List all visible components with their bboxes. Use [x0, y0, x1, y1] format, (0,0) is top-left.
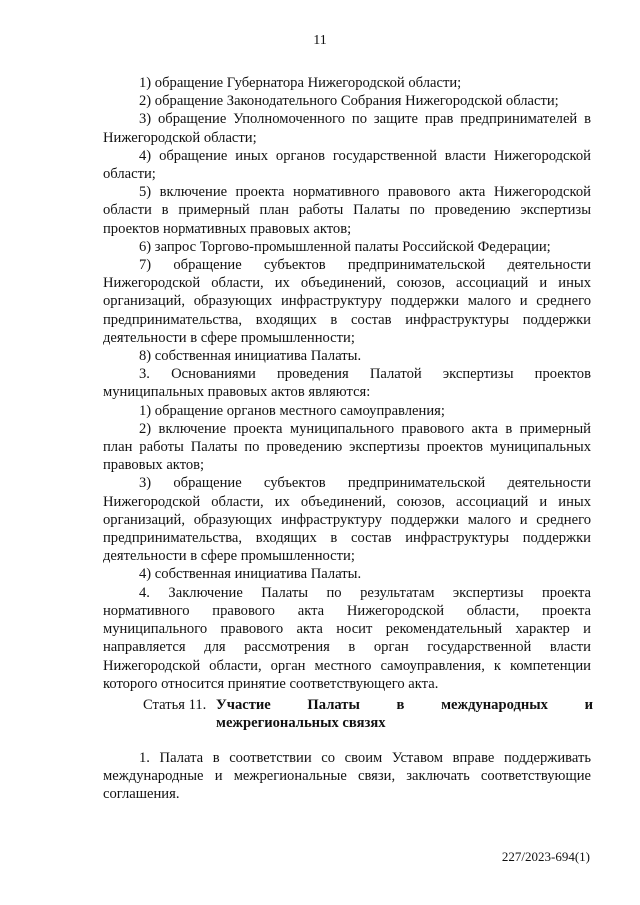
paragraph: 7) обращение субъектов предпринимательской деятельности Нижегородской области, их объединений, союзов, ассоциаций и иных организаций, образующих инфраструктуру поддержки малого и среднего предпринимательства, входящих в состав инфраструктуры поддержки деятельности в сфере промышленности; [103, 257, 591, 346]
paragraph: 1. Палата в соответствии со своим Уставом вправе поддерживать международные и межрегиональные связи, заключать соответствующие соглашения. [103, 750, 591, 803]
article-heading [143, 696, 593, 732]
article-title: Участие Палаты в международных и [216, 697, 593, 713]
paragraph: 2) включение проекта муниципального правового акта в примерный план работы Палаты по проведению экспертизы проектов муниципальных правовых актов; [103, 420, 591, 474]
paragraph: 8) собственная инициатива Палаты. [139, 348, 362, 365]
paragraph: 4) обращение иных органов государственной власти Нижегородской области; [103, 147, 591, 183]
paragraph: 5) включение проекта нормативного правового акта Нижегородской области в примерный план работы Палаты по проведению экспертизы проектов нормативных правовых актов; [103, 184, 591, 237]
article-text [103, 749, 591, 804]
paragraph: 2) обращение Законодательного Собрания Нижегородской области; [139, 93, 559, 110]
paragraph: 6) запрос Торгово-промышленной палаты Российской Федерации; [139, 238, 551, 255]
paragraph: 1) обращение органов местного самоуправления; [139, 402, 445, 419]
paragraph: 3) обращение Уполномоченного по защите прав предпринимателей в Нижегородской области; [103, 111, 591, 146]
article-label: Статья 11. [143, 697, 207, 713]
page-number: 11 [313, 33, 327, 48]
paragraph: 3) обращение субъектов предпринимательской деятельности Нижегородской области, их объединений, союзов, ассоциаций и иных организаций, образующих инфраструктуру поддержки малого и среднего предпринимательства, входящих в состав инфраструктуры поддержки деятельности в сфере промышленности; [103, 475, 591, 565]
paragraph: 4. Заключение Палаты по результатам экспертизы проекта нормативного правового акта Нижегородской области, проекта муниципального правового акта носит рекомендательный характер и направляется для рассмотрения в орган государственной власти Нижегородской области, орган местного самоуправления, к компетенции которого относится принятие соответствующего акта. [103, 584, 591, 692]
document-id: 227/2023-694(1) [501, 849, 590, 864]
paragraph: 4) собственная инициатива Палаты. [139, 566, 362, 583]
main-text [103, 74, 591, 693]
article-title-continued: межрегиональных связях [216, 715, 386, 732]
paragraph: 1) обращение Губернатора Нижегородской области; [139, 75, 462, 91]
paragraph: 3. Основаниями проведения Палатой экспертизы проектов муниципальных правовых актов являются: [103, 366, 591, 401]
